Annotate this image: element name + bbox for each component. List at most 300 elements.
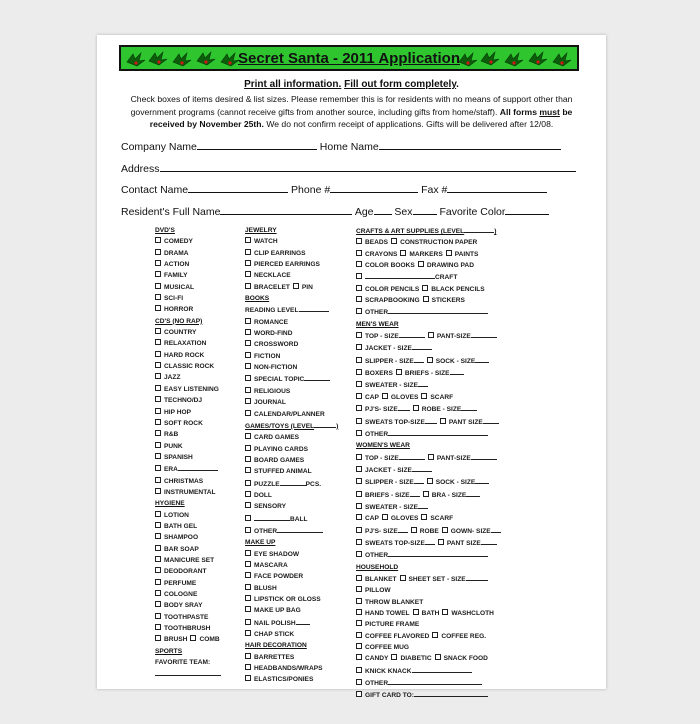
checkbox[interactable] bbox=[245, 606, 251, 612]
write-in-line[interactable] bbox=[414, 355, 424, 363]
write-in-line[interactable] bbox=[254, 513, 290, 521]
company-label: Company Name bbox=[121, 141, 197, 153]
write-in-line[interactable] bbox=[178, 463, 218, 471]
age-field[interactable] bbox=[374, 204, 392, 215]
item-label: STICKERS bbox=[431, 297, 465, 305]
write-in-line[interactable] bbox=[410, 489, 420, 497]
resident-row bbox=[121, 204, 549, 218]
checkbox[interactable] bbox=[155, 396, 161, 402]
checkbox[interactable] bbox=[356, 503, 362, 509]
checkbox[interactable] bbox=[423, 296, 429, 302]
checkbox[interactable] bbox=[155, 328, 161, 334]
checkbox[interactable] bbox=[356, 691, 362, 697]
write-in-line[interactable] bbox=[388, 428, 488, 436]
item-label: CROSSWORD bbox=[254, 341, 299, 349]
checkbox[interactable] bbox=[356, 632, 362, 638]
checkbox[interactable] bbox=[428, 454, 434, 460]
checkbox[interactable] bbox=[356, 643, 362, 649]
checkbox[interactable] bbox=[155, 453, 161, 459]
write-in-line[interactable] bbox=[466, 489, 480, 497]
item-label: PANT-SIZE bbox=[436, 333, 471, 341]
write-in-line[interactable] bbox=[418, 501, 428, 509]
checkbox[interactable] bbox=[245, 271, 251, 277]
checkbox[interactable] bbox=[400, 575, 406, 581]
checkbox[interactable] bbox=[245, 561, 251, 567]
checkbox[interactable] bbox=[427, 478, 433, 484]
item-label: SPECIAL TOPIC bbox=[254, 376, 305, 384]
checkbox[interactable] bbox=[356, 551, 362, 557]
write-in-line[interactable] bbox=[412, 665, 472, 673]
checkbox[interactable] bbox=[356, 598, 362, 604]
checkbox[interactable] bbox=[356, 679, 362, 685]
item-label: SCI-FI bbox=[164, 295, 184, 303]
checkbox[interactable] bbox=[155, 283, 161, 289]
checklist-item bbox=[245, 594, 338, 605]
checkbox[interactable] bbox=[155, 373, 161, 379]
write-in-line[interactable] bbox=[155, 668, 221, 676]
write-in-line[interactable] bbox=[388, 677, 482, 685]
item-label: LIPSTICK OR GLOSS bbox=[254, 596, 321, 603]
checkbox[interactable] bbox=[245, 467, 251, 473]
checkbox[interactable] bbox=[245, 653, 251, 659]
checklist-item bbox=[356, 537, 501, 549]
checklist-item bbox=[155, 668, 221, 680]
checkbox[interactable] bbox=[356, 296, 362, 302]
item-label: COFFEE MUG bbox=[365, 644, 409, 652]
write-in-line[interactable] bbox=[425, 416, 437, 424]
checkbox[interactable] bbox=[245, 445, 251, 451]
write-in-line[interactable] bbox=[280, 478, 306, 486]
checkbox[interactable] bbox=[245, 527, 251, 533]
checkbox[interactable] bbox=[155, 635, 161, 641]
checkbox[interactable] bbox=[245, 515, 251, 521]
item-label: PJ'S- SIZE bbox=[365, 527, 398, 535]
checkbox[interactable] bbox=[155, 249, 161, 255]
checkbox[interactable] bbox=[245, 237, 251, 243]
checklist-item bbox=[245, 501, 338, 512]
write-in-line[interactable] bbox=[398, 525, 408, 533]
intro-bold-deadline: be received by November 25th. bbox=[149, 106, 573, 129]
item-label: PUZZLE bbox=[254, 480, 280, 488]
company-field[interactable] bbox=[197, 139, 317, 150]
item-label: CLIP EARRINGS bbox=[254, 249, 306, 257]
item-label: SWEATS TOP-SIZE bbox=[365, 539, 425, 547]
checkbox[interactable] bbox=[155, 271, 161, 277]
item-label: DIABETIC bbox=[400, 655, 432, 663]
item-label: BOARD GAMES bbox=[254, 456, 305, 464]
checkbox[interactable] bbox=[400, 250, 406, 256]
checklist-item bbox=[356, 428, 501, 440]
checklist-item bbox=[245, 362, 338, 373]
checkbox[interactable] bbox=[421, 393, 427, 399]
checklist-item bbox=[155, 282, 221, 293]
checkbox[interactable] bbox=[446, 250, 452, 256]
item-label: PANT SIZE bbox=[448, 418, 483, 426]
section-header bbox=[245, 537, 338, 548]
checkbox[interactable] bbox=[356, 575, 362, 581]
write-in-line[interactable] bbox=[475, 355, 489, 363]
checkbox[interactable] bbox=[245, 572, 251, 578]
checklist-item bbox=[155, 452, 221, 463]
checkbox[interactable] bbox=[356, 620, 362, 626]
checklist-item bbox=[356, 689, 501, 701]
checkbox[interactable] bbox=[356, 238, 362, 244]
checkbox[interactable] bbox=[356, 344, 362, 350]
checklist-item bbox=[245, 525, 338, 537]
checkbox[interactable] bbox=[155, 339, 161, 345]
checkbox[interactable] bbox=[245, 550, 251, 556]
checkbox[interactable] bbox=[422, 285, 428, 291]
section-header bbox=[356, 562, 501, 573]
checkbox[interactable] bbox=[245, 502, 251, 508]
checkbox[interactable] bbox=[356, 381, 362, 387]
item-label: SNACK FOOD bbox=[443, 655, 488, 663]
checkbox[interactable] bbox=[155, 556, 161, 562]
item-label: FAMILY bbox=[164, 272, 188, 280]
write-in-line[interactable] bbox=[475, 476, 489, 484]
item-label: JOURNAL bbox=[254, 399, 286, 407]
checklist-item bbox=[245, 571, 338, 582]
write-in-line[interactable] bbox=[412, 464, 432, 472]
item-label: HAND TOWEL bbox=[365, 610, 410, 617]
checkbox[interactable] bbox=[356, 667, 362, 673]
write-in-line[interactable] bbox=[399, 330, 425, 338]
item-label: ELASTICS/PONIES bbox=[254, 676, 314, 684]
checkbox[interactable] bbox=[155, 601, 161, 607]
item-label: FACE POWDER bbox=[254, 573, 304, 581]
checklist-item bbox=[356, 342, 501, 354]
item-label: ERA bbox=[164, 466, 178, 474]
checklist-column-3 bbox=[356, 225, 501, 702]
checkbox[interactable] bbox=[356, 609, 362, 615]
checklist-item bbox=[245, 444, 338, 455]
item-label: CHAP STICK bbox=[254, 631, 295, 639]
write-in-line[interactable] bbox=[296, 617, 310, 625]
resident-field[interactable] bbox=[220, 204, 352, 215]
write-in-line[interactable] bbox=[425, 537, 435, 545]
section-header bbox=[245, 420, 338, 432]
checkbox[interactable] bbox=[427, 357, 433, 363]
section-title: DVD'S bbox=[155, 227, 175, 234]
checkbox[interactable] bbox=[356, 308, 362, 314]
write-in-line[interactable] bbox=[388, 306, 488, 314]
checkbox[interactable] bbox=[356, 527, 362, 533]
write-in-line[interactable] bbox=[365, 271, 435, 279]
checkbox[interactable] bbox=[396, 369, 402, 375]
write-in-line[interactable] bbox=[481, 537, 497, 545]
address-label: Address bbox=[121, 163, 160, 175]
checklist-item bbox=[245, 605, 338, 616]
checkbox[interactable] bbox=[442, 527, 448, 533]
checkbox[interactable] bbox=[356, 491, 362, 497]
color-label: Favorite Color bbox=[439, 206, 506, 218]
checklist-item bbox=[245, 304, 338, 316]
checkbox[interactable] bbox=[155, 362, 161, 368]
checkbox[interactable] bbox=[155, 260, 161, 266]
checkbox[interactable] bbox=[155, 624, 161, 630]
checkbox[interactable] bbox=[155, 533, 161, 539]
checkbox[interactable] bbox=[356, 405, 362, 411]
item-label: HEADBANDS/WRAPS bbox=[254, 665, 323, 673]
section-title: WOMEN'S WEAR bbox=[356, 442, 410, 450]
checkbox[interactable] bbox=[391, 654, 397, 660]
write-in-line[interactable] bbox=[464, 225, 497, 235]
checkbox[interactable] bbox=[435, 654, 441, 660]
item-label: JACKET - SIZE bbox=[365, 466, 412, 474]
checklist-item bbox=[356, 513, 501, 524]
checkbox[interactable] bbox=[245, 410, 251, 416]
item-label: SOCK - SIZE bbox=[435, 479, 476, 487]
holly-decoration-icon bbox=[455, 48, 575, 70]
checkbox[interactable] bbox=[356, 418, 362, 424]
item-label: BATH bbox=[421, 610, 440, 617]
checklist-item bbox=[245, 432, 338, 443]
checklist-item bbox=[356, 452, 501, 464]
item-label: PERFUME bbox=[164, 579, 197, 587]
period: . bbox=[456, 79, 459, 90]
checklist-item bbox=[245, 674, 338, 685]
checkbox[interactable] bbox=[245, 456, 251, 462]
checkbox[interactable] bbox=[245, 630, 251, 636]
sex-field[interactable] bbox=[413, 204, 437, 215]
checkbox[interactable] bbox=[155, 294, 161, 300]
checkbox[interactable] bbox=[155, 579, 161, 585]
write-in-line[interactable] bbox=[414, 476, 424, 484]
checkbox[interactable] bbox=[155, 590, 161, 596]
checkbox[interactable] bbox=[245, 433, 251, 439]
item-label: NAIL POLISH bbox=[254, 619, 296, 627]
checklist-item bbox=[155, 361, 221, 372]
checkbox[interactable] bbox=[413, 405, 419, 411]
checkbox[interactable] bbox=[356, 430, 362, 436]
checklist-item bbox=[155, 270, 221, 281]
item-label: COLOR PENCILS bbox=[365, 285, 420, 293]
checkbox[interactable] bbox=[432, 632, 438, 638]
checklist-item bbox=[356, 597, 501, 608]
checkbox[interactable] bbox=[411, 527, 417, 533]
item-label: STUFFED ANIMAL bbox=[254, 468, 312, 476]
checkbox[interactable] bbox=[155, 351, 161, 357]
checkbox[interactable] bbox=[245, 375, 251, 381]
item-label: MANICURE SET bbox=[164, 556, 215, 564]
color-field[interactable] bbox=[505, 204, 549, 215]
write-in-line[interactable] bbox=[414, 689, 488, 697]
write-in-line[interactable] bbox=[314, 420, 339, 430]
write-in-line[interactable] bbox=[388, 549, 488, 557]
item-label: CLASSIC ROCK bbox=[164, 363, 215, 371]
checkbox[interactable] bbox=[440, 418, 446, 424]
checkbox[interactable] bbox=[356, 454, 362, 460]
fax-field[interactable] bbox=[447, 182, 547, 193]
item-label: PUNK bbox=[164, 442, 183, 450]
checkbox[interactable] bbox=[356, 332, 362, 338]
checkbox[interactable] bbox=[155, 305, 161, 311]
item-label: SOCK - SIZE bbox=[435, 357, 476, 365]
item-label: LOTION bbox=[164, 511, 189, 519]
write-in-line[interactable] bbox=[398, 403, 410, 411]
write-in-line[interactable] bbox=[466, 573, 488, 581]
write-in-line[interactable] bbox=[304, 373, 330, 381]
checkbox[interactable] bbox=[155, 408, 161, 414]
checkbox[interactable] bbox=[245, 584, 251, 590]
intro-paragraph-2: We do not confirm receipt of applications. Gifts will be delivered after 12/08. bbox=[266, 119, 554, 129]
item-label: FAVORITE TEAM: bbox=[155, 659, 211, 667]
checkbox[interactable] bbox=[245, 283, 251, 289]
checkbox[interactable] bbox=[356, 514, 362, 520]
checkbox[interactable] bbox=[356, 654, 362, 660]
section-header bbox=[245, 225, 338, 236]
checkbox[interactable] bbox=[245, 329, 251, 335]
item-label: RELAXATION bbox=[164, 340, 207, 348]
section-title-close: ) bbox=[494, 228, 497, 235]
item-label: SPANISH bbox=[164, 453, 193, 461]
checkbox[interactable] bbox=[155, 442, 161, 448]
write-in-line[interactable] bbox=[299, 304, 329, 312]
checklist-column-2 bbox=[245, 225, 338, 686]
checkbox[interactable] bbox=[155, 237, 161, 243]
checkbox[interactable] bbox=[356, 586, 362, 592]
address-row bbox=[121, 161, 576, 175]
checkbox[interactable] bbox=[356, 478, 362, 484]
checkbox[interactable] bbox=[245, 675, 251, 681]
checkbox[interactable] bbox=[155, 613, 161, 619]
checkbox[interactable] bbox=[245, 260, 251, 266]
checkbox[interactable] bbox=[245, 491, 251, 497]
section-header bbox=[356, 440, 501, 451]
checkbox[interactable] bbox=[356, 357, 362, 363]
checklist-item bbox=[245, 466, 338, 477]
item-label: MUSICAL bbox=[164, 283, 195, 291]
checkbox[interactable] bbox=[245, 387, 251, 393]
checkbox[interactable] bbox=[155, 545, 161, 551]
checkbox[interactable] bbox=[442, 609, 448, 615]
item-label: BEADS bbox=[365, 239, 389, 247]
checkbox[interactable] bbox=[245, 249, 251, 255]
checkbox[interactable] bbox=[245, 664, 251, 670]
write-in-line[interactable] bbox=[483, 416, 499, 424]
item-label: BAR SOAP bbox=[164, 545, 199, 553]
checkbox[interactable] bbox=[245, 363, 251, 369]
checkbox[interactable] bbox=[423, 491, 429, 497]
checkbox[interactable] bbox=[155, 488, 161, 494]
checkbox[interactable] bbox=[155, 522, 161, 528]
write-in-line[interactable] bbox=[412, 342, 432, 350]
write-in-line[interactable] bbox=[461, 403, 477, 411]
checklist-item bbox=[245, 282, 338, 293]
checkbox[interactable] bbox=[245, 318, 251, 324]
checkbox[interactable] bbox=[391, 238, 397, 244]
write-in-line[interactable] bbox=[399, 452, 425, 460]
item-label: ACTION bbox=[164, 261, 190, 269]
checkbox[interactable] bbox=[155, 477, 161, 483]
write-in-line[interactable] bbox=[277, 525, 323, 533]
item-label: SWEATER - SIZE bbox=[365, 503, 418, 511]
checkbox[interactable] bbox=[428, 332, 434, 338]
item-label: COLOGNE bbox=[164, 591, 198, 598]
checkbox[interactable] bbox=[356, 369, 362, 375]
checkbox[interactable] bbox=[382, 393, 388, 399]
checkbox[interactable] bbox=[421, 514, 427, 520]
checkbox[interactable] bbox=[356, 273, 362, 279]
item-label: SCARF bbox=[430, 515, 454, 523]
checkbox[interactable] bbox=[155, 430, 161, 436]
checklist-item bbox=[356, 501, 501, 513]
item-label: DRAMA bbox=[164, 249, 189, 257]
home-field[interactable] bbox=[379, 139, 561, 150]
checklist-item bbox=[155, 429, 221, 440]
checklist-item bbox=[245, 652, 338, 663]
checkbox[interactable] bbox=[293, 283, 299, 289]
item-label: PANT SIZE bbox=[446, 539, 481, 547]
address-field[interactable] bbox=[160, 161, 576, 172]
checkbox[interactable] bbox=[190, 635, 196, 641]
checkbox[interactable] bbox=[356, 393, 362, 399]
checklist-item bbox=[155, 589, 221, 600]
checkbox[interactable] bbox=[155, 465, 161, 471]
checkbox[interactable] bbox=[155, 385, 161, 391]
write-in-line[interactable] bbox=[491, 525, 501, 533]
checkbox[interactable] bbox=[245, 340, 251, 346]
checkbox[interactable] bbox=[418, 261, 424, 267]
phone-field[interactable] bbox=[330, 182, 418, 193]
checkbox[interactable] bbox=[245, 398, 251, 404]
checkbox[interactable] bbox=[356, 250, 362, 256]
checkbox[interactable] bbox=[245, 480, 251, 486]
checklist-item bbox=[155, 510, 221, 521]
checkbox[interactable] bbox=[413, 609, 419, 615]
item-label: BRIEFS - SIZE bbox=[404, 370, 450, 378]
checklist-item bbox=[245, 373, 338, 385]
contact-field[interactable] bbox=[188, 182, 288, 193]
section-header bbox=[155, 316, 221, 327]
item-label: COMEDY bbox=[164, 238, 193, 246]
checkbox[interactable] bbox=[155, 567, 161, 573]
checkbox[interactable] bbox=[356, 539, 362, 545]
item-label: CHRISTMAS bbox=[164, 477, 204, 485]
item-label: SWEATER - SIZE bbox=[365, 382, 418, 390]
write-in-line[interactable] bbox=[471, 452, 497, 460]
checkbox[interactable] bbox=[155, 511, 161, 517]
checkbox[interactable] bbox=[356, 466, 362, 472]
form-title: Secret Santa - 2011 Application bbox=[237, 49, 461, 67]
application-form bbox=[97, 35, 606, 700]
checkbox[interactable] bbox=[356, 285, 362, 291]
item-label: CANDY bbox=[365, 655, 389, 663]
checkbox[interactable] bbox=[438, 539, 444, 545]
intro-bold-a: All forms bbox=[499, 106, 537, 117]
checklist-item bbox=[356, 464, 501, 476]
item-label: JACKET - SIZE bbox=[365, 345, 412, 353]
checklist-item bbox=[245, 339, 338, 350]
checklist-item bbox=[245, 248, 338, 259]
write-in-line[interactable] bbox=[418, 379, 428, 387]
write-in-line[interactable] bbox=[471, 330, 497, 338]
checkbox[interactable] bbox=[356, 261, 362, 267]
checklist-item bbox=[356, 642, 501, 653]
checkbox[interactable] bbox=[382, 514, 388, 520]
checkbox[interactable] bbox=[245, 619, 251, 625]
checklist-item bbox=[245, 317, 338, 328]
section-title: SPORTS bbox=[155, 647, 183, 655]
checkbox[interactable] bbox=[245, 352, 251, 358]
checklist-item bbox=[356, 403, 501, 415]
checklist-item bbox=[155, 293, 221, 304]
checkbox[interactable] bbox=[155, 419, 161, 425]
section-title: CRAFTS & ART SUPPLIES (LEVEL bbox=[356, 228, 465, 235]
write-in-line[interactable] bbox=[450, 367, 464, 375]
checkbox[interactable] bbox=[245, 595, 251, 601]
checklist-item bbox=[356, 284, 501, 295]
